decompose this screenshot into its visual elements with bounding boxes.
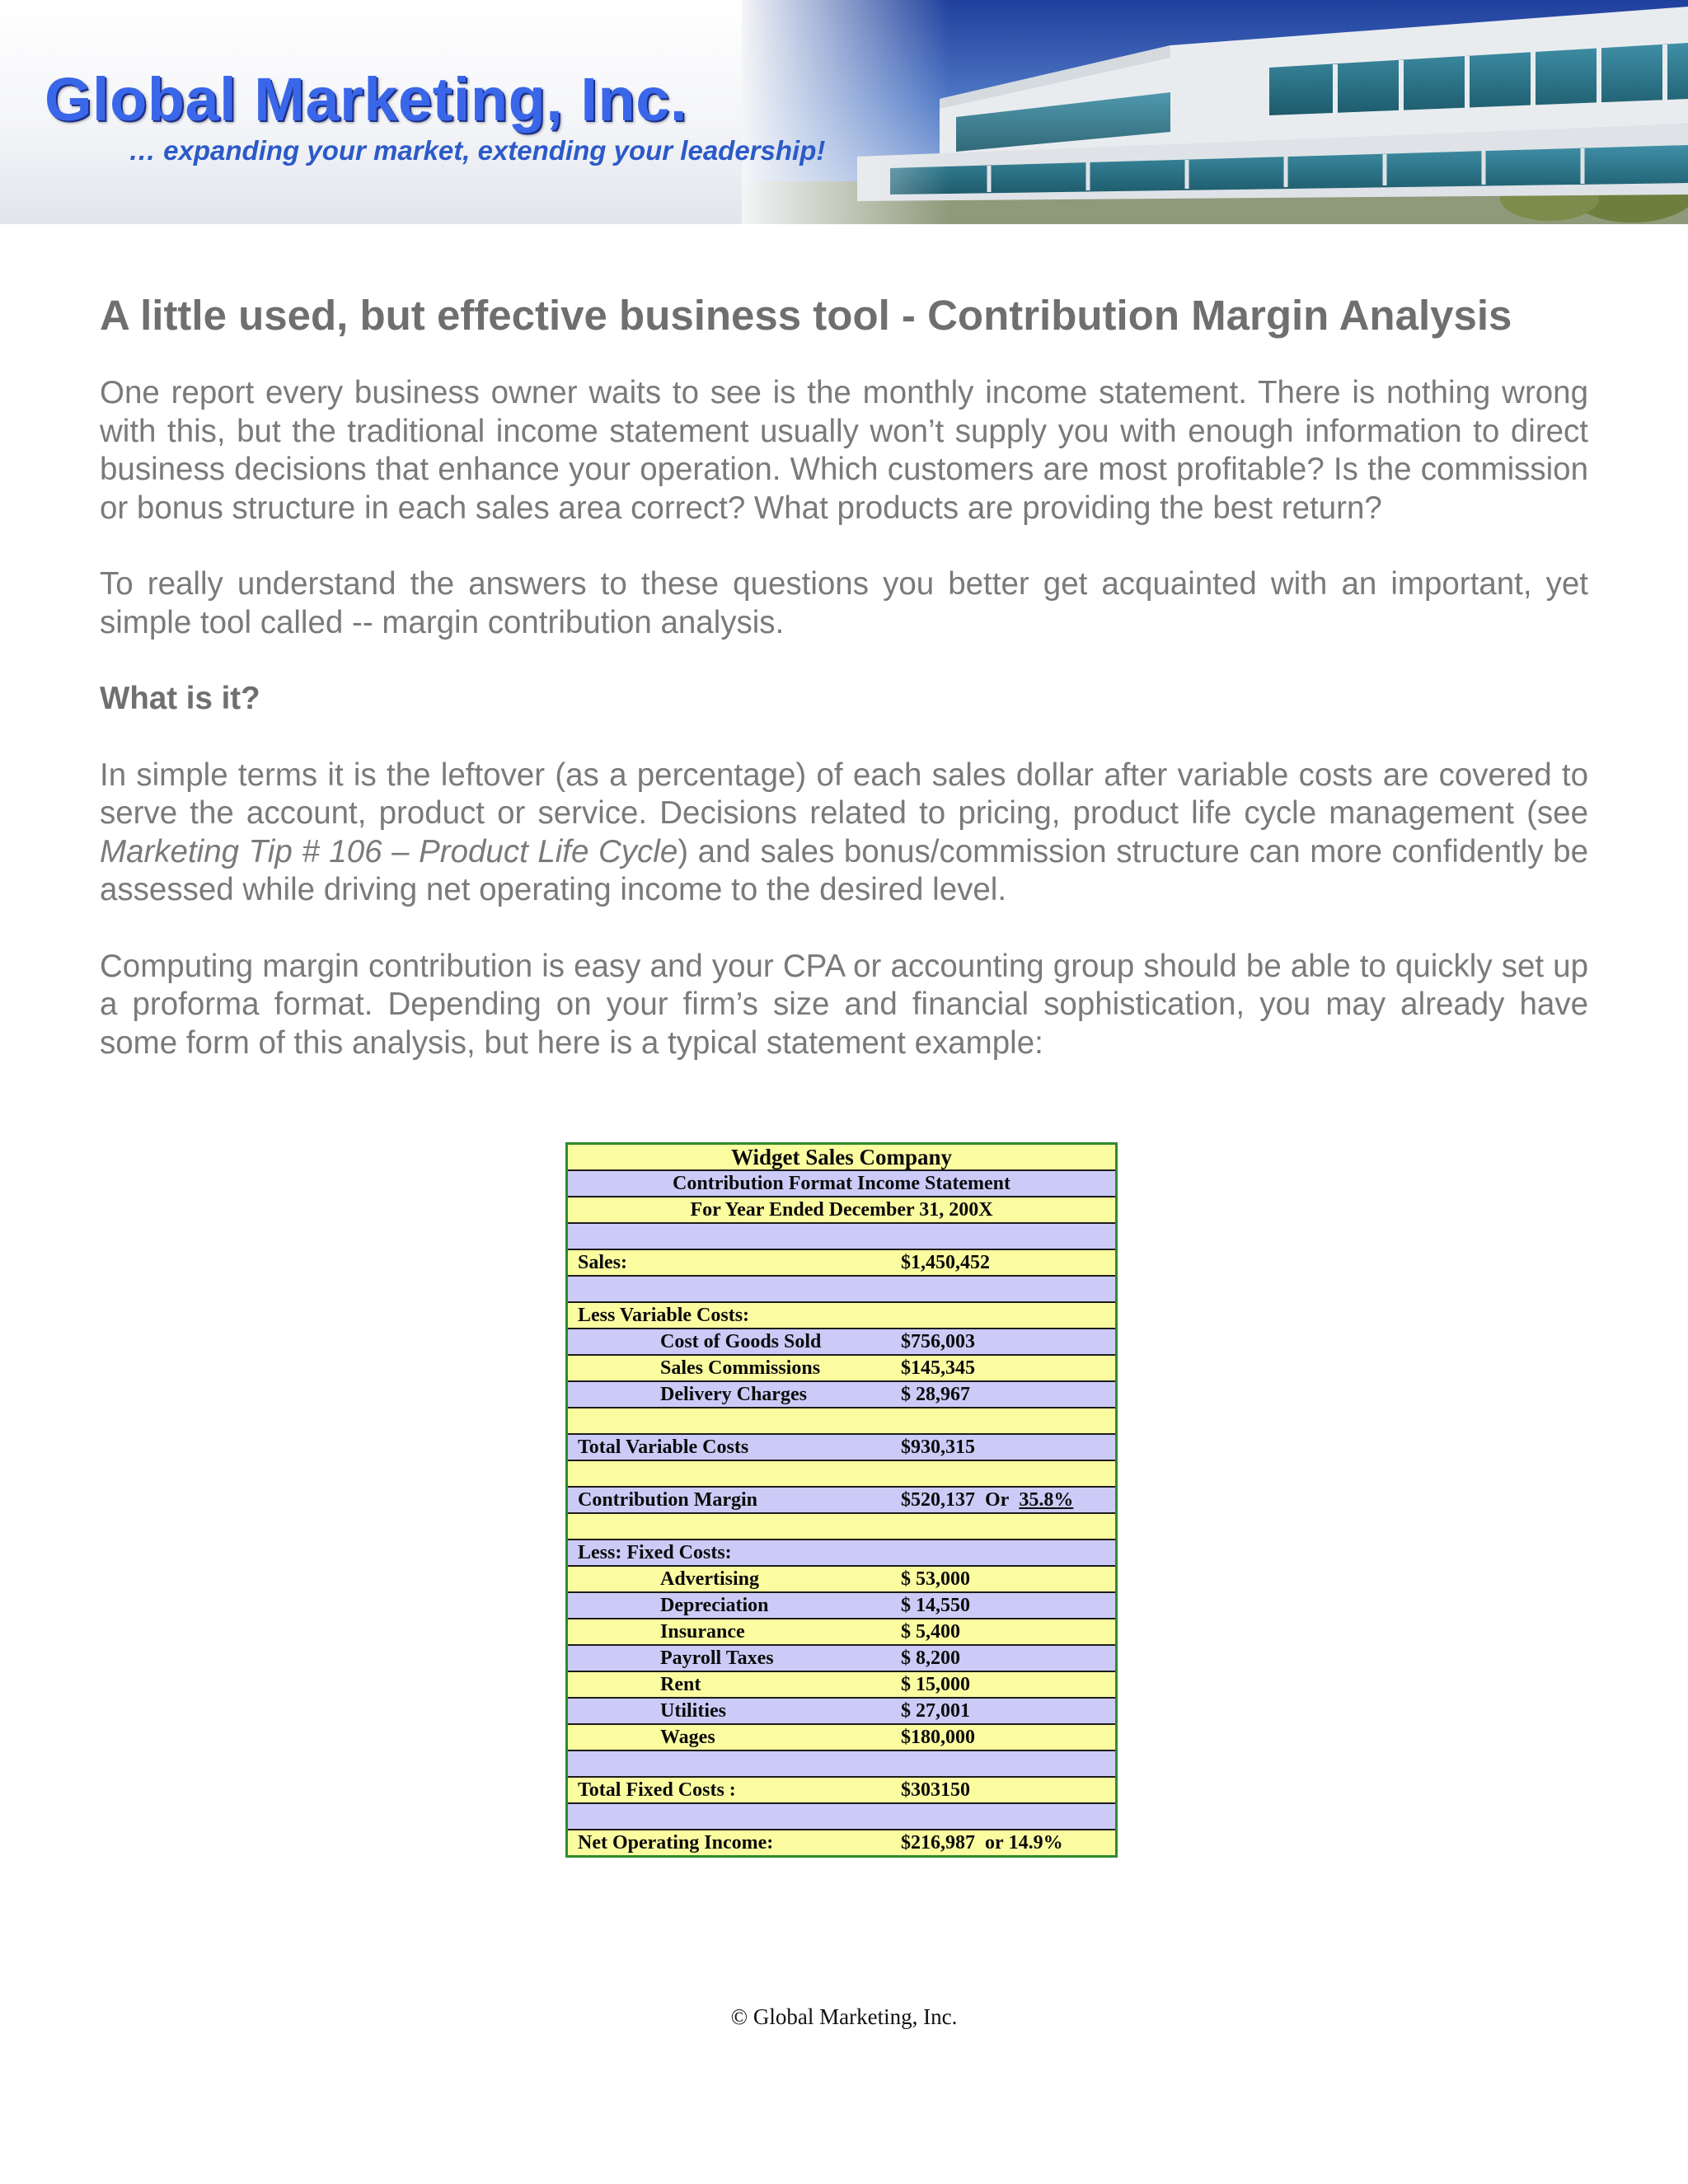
fixed-cost-label: Utilities: [660, 1700, 726, 1722]
net-operating-income-row: [568, 1830, 1115, 1855]
paragraph-tool: To really understand the answers to these questions you better get acquainted with an important, yet simple tool called -- margin contribution analysis.: [100, 566, 1588, 640]
fixed-costs-header-row: [568, 1540, 1115, 1567]
statement-format-row: Contribution Format Income Statement: [568, 1171, 1115, 1197]
fixed-cost-label: Rent: [660, 1674, 701, 1695]
variable-cost-value: $756,003: [901, 1331, 975, 1352]
variable-cost-row: [568, 1382, 1115, 1408]
variable-cost-value: $145,345: [901, 1357, 975, 1379]
article: [100, 287, 1588, 1062]
fixed-cost-value: $ 5,400: [901, 1621, 960, 1643]
spacer-row: [568, 1804, 1115, 1830]
net-operating-income-percent: 14.9%: [1008, 1832, 1063, 1854]
fixed-cost-value: $ 15,000: [901, 1674, 970, 1695]
variable-costs-header-row: [568, 1303, 1115, 1329]
fixed-cost-value: $180,000: [901, 1727, 975, 1748]
spacer-row: [568, 1224, 1115, 1250]
fixed-cost-value: $ 27,001: [901, 1700, 970, 1722]
contribution-margin-value: $520,137: [901, 1489, 975, 1511]
fixed-cost-row: [568, 1567, 1115, 1593]
sales-row: [568, 1250, 1115, 1277]
spacer-row: [568, 1461, 1115, 1488]
fixed-cost-label: Payroll Taxes: [660, 1647, 774, 1669]
net-operating-income-value-group: [901, 1830, 1063, 1855]
office-building-photo: [742, 0, 1688, 224]
total-fixed-costs-row: [568, 1778, 1115, 1804]
fixed-cost-label: Depreciation: [660, 1595, 769, 1616]
statement-period-row: For Year Ended December 31, 200X: [568, 1197, 1115, 1224]
spacer-row: [568, 1514, 1115, 1540]
fixed-cost-value: $ 53,000: [901, 1568, 970, 1590]
company-name: Global Marketing, Inc.: [45, 65, 687, 134]
variable-cost-label: Delivery Charges: [660, 1384, 807, 1405]
fixed-cost-value: $ 8,200: [901, 1647, 960, 1669]
income-statement-table: [565, 1142, 1118, 1858]
fixed-cost-label: Insurance: [660, 1621, 745, 1643]
subheading-what-is-it: What is it?: [100, 681, 260, 716]
article-title: A little used, but effective business tool - Contribution Margin Analysis: [100, 292, 1512, 339]
marketing-tip-reference: Marketing Tip # 106 – Product Life Cycle: [100, 833, 678, 869]
paragraph-definition: [100, 757, 1588, 910]
variable-costs-header: Less Variable Costs:: [578, 1305, 750, 1326]
paragraph-intro: One report every business owner waits to see is the monthly income statement. There is nothing wrong with this, but the traditional income statement usually won’t supply you with enough information to direct business decisions that enhance your operation. Which customers are most profitable? Is the commission or bonus structure in each sales area correct? What products are providing the best return?: [100, 375, 1588, 526]
definition-text-start: In simple terms it is the leftover (as a percentage) of each sales dollar after variable costs are covered to serve the account, product or service. Decisions related to pricing, product life cycle management (see: [100, 757, 1588, 831]
total-variable-costs-label: Total Variable Costs: [578, 1436, 749, 1458]
sales-value: $1,450,452: [901, 1252, 990, 1273]
net-operating-income-label: Net Operating Income:: [578, 1832, 774, 1854]
spacer-row: [568, 1751, 1115, 1778]
fixed-cost-label: Wages: [660, 1727, 715, 1748]
fixed-cost-row: [568, 1725, 1115, 1751]
contribution-margin-row: [568, 1488, 1115, 1514]
fixed-cost-row: [568, 1646, 1115, 1672]
fixed-costs-header: Less: Fixed Costs:: [578, 1542, 732, 1563]
total-variable-costs-row: [568, 1435, 1115, 1461]
total-fixed-costs-value: $303150: [901, 1779, 970, 1801]
contribution-margin-label: Contribution Margin: [578, 1489, 758, 1511]
company-tagline: … expanding your market, extending your leadership!: [129, 135, 826, 166]
contribution-margin-or: Or: [985, 1489, 1010, 1511]
fixed-cost-row: [568, 1672, 1115, 1699]
fixed-cost-label: Advertising: [660, 1568, 759, 1590]
variable-cost-label: Cost of Goods Sold: [660, 1331, 822, 1352]
spacer-row: [568, 1277, 1115, 1303]
fixed-cost-value: $ 14,550: [901, 1595, 970, 1616]
fixed-cost-row: [568, 1619, 1115, 1646]
contribution-margin-value-group: [901, 1488, 1073, 1512]
variable-cost-label: Sales Commissions: [660, 1357, 821, 1379]
net-operating-income-or: or: [985, 1832, 1004, 1854]
fixed-cost-row: [568, 1699, 1115, 1725]
net-operating-income-value: $216,987: [901, 1832, 975, 1854]
spacer-row: [568, 1408, 1115, 1435]
variable-cost-row: [568, 1329, 1115, 1356]
variable-cost-row: [568, 1356, 1115, 1382]
contribution-margin-percent: 35.8%: [1019, 1489, 1074, 1511]
footer-copyright: © Global Marketing, Inc.: [730, 2004, 958, 2029]
statement-company-row: Widget Sales Company: [568, 1145, 1115, 1171]
header-banner: [0, 0, 1688, 224]
definition-text-end: ) and sales bonus/commission structure can more confidently be assessed while driving net operating income to the desired level.: [100, 833, 1588, 907]
sales-label: Sales:: [578, 1252, 627, 1273]
variable-cost-value: $ 28,967: [901, 1384, 970, 1405]
total-variable-costs-value: $930,315: [901, 1436, 975, 1458]
paragraph-computing: Computing margin contribution is easy and your CPA or accounting group should be able to quickly set up a proforma format. Depending on your firm’s size and financial sophistication, you may already have some form of this analysis, but here is a typical statement example:: [100, 948, 1588, 1061]
fixed-cost-row: [568, 1593, 1115, 1619]
total-fixed-costs-label: Total Fixed Costs :: [578, 1779, 736, 1801]
